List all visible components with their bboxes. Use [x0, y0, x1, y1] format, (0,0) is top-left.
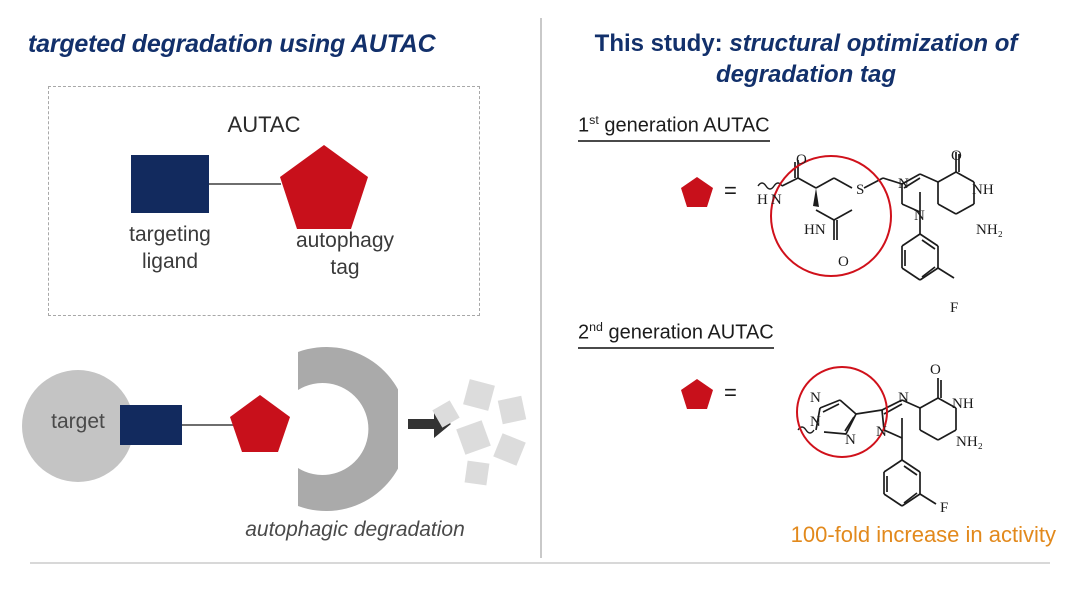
targeting-ligand-square — [131, 155, 209, 213]
generation-2-heading-number: 2 — [578, 321, 590, 344]
generation-1-highlight-circle — [770, 155, 892, 277]
autophagic-degradation-caption: autophagic degradation — [245, 518, 465, 541]
linker-line-bound — [182, 424, 234, 426]
degradation-fragment — [456, 420, 491, 455]
chem-label-guanine-NH-gen1: NH — [972, 182, 994, 198]
generation-2-equals: = — [724, 380, 737, 405]
generation-2-heading-sup: nd — [589, 320, 603, 334]
right-panel-title-prefix: This study: — [594, 30, 723, 57]
autophagy-tag-pentagon — [278, 143, 370, 231]
chem-label-guanine-amine-gen2: NH₂ — [956, 434, 983, 450]
chem-label-imidazole-N1-gen2: N — [898, 390, 909, 406]
chem-label-triazole-N2-gen2: N — [810, 414, 821, 430]
activity-note: 100-fold increase in activity — [790, 522, 1056, 547]
autac-label: AUTAC — [227, 112, 301, 137]
bottom-rule — [30, 562, 1050, 564]
targeting-ligand-caption-line2: ligand — [141, 249, 199, 273]
generation-1-equals: = — [724, 178, 737, 203]
degradation-fragment — [498, 396, 526, 424]
degradation-fragment — [465, 461, 490, 486]
chem-label-thioether-S-gen1: S — [856, 182, 865, 198]
panel-divider — [540, 18, 542, 558]
chem-label-guanine-O-gen1: O — [951, 148, 962, 164]
autophagy-tag-caption-line1: autophagy — [295, 229, 395, 252]
chem-label-amide-NH-gen1: H N — [757, 192, 782, 208]
chem-label-imidazole-N2-gen2: N — [876, 424, 887, 440]
chem-label-imidazole-N2-gen1: N — [914, 208, 925, 224]
chem-label-fluorine-gen2: F — [940, 500, 949, 516]
generation-1-heading-rest: generation AUTAC — [598, 114, 770, 137]
autophagy-tag-pentagon-icon-gen1 — [680, 176, 714, 208]
linker-line — [209, 183, 281, 185]
autophagy-tag-caption — [250, 228, 440, 282]
chem-label-acetyl-O-gen1: O — [838, 254, 849, 270]
autophagy-tag-caption-line2: tag — [330, 255, 360, 279]
targeting-ligand-square-bound — [120, 405, 182, 445]
generation-1-heading-sup: st — [589, 113, 599, 127]
chem-label-triazole-N3-gen2: N — [845, 432, 856, 448]
chem-label-guanine-O-gen2: O — [930, 362, 941, 378]
chem-label-guanine-amine-gen1: NH₂ — [976, 222, 1003, 238]
chem-label-fluorine-gen1: F — [950, 300, 959, 316]
generation-2-heading-rest: generation AUTAC — [602, 321, 774, 344]
targeting-ligand-caption — [90, 222, 250, 276]
autophagosome-crescent — [268, 344, 398, 514]
chem-label-carbonyl-O-gen1: O — [796, 152, 807, 168]
target-protein-label: target — [51, 410, 105, 433]
chem-label-guanine-NH-gen2: NH — [952, 396, 974, 412]
degradation-fragment — [463, 379, 495, 411]
generation-2-highlight-circle — [796, 366, 888, 458]
right-panel-title — [556, 28, 1056, 90]
right-panel-title-italic: structural optimization of degradation tag — [715, 30, 1018, 89]
generation-2-heading — [578, 320, 774, 349]
autophagy-tag-pentagon-icon-gen2 — [680, 378, 714, 410]
chem-label-imidazole-N1-gen1: N — [898, 176, 909, 192]
left-panel-title: targeted degradation using AUTAC — [28, 30, 436, 58]
chem-label-triazole-N1-gen2: N — [810, 390, 821, 406]
generation-1-heading-number: 1 — [578, 114, 590, 137]
targeting-ligand-caption-line1: targeting — [129, 223, 211, 246]
degradation-fragment — [493, 433, 526, 466]
chem-label-acetyl-HN-gen1: HN — [804, 222, 826, 238]
generation-1-heading — [578, 113, 770, 142]
